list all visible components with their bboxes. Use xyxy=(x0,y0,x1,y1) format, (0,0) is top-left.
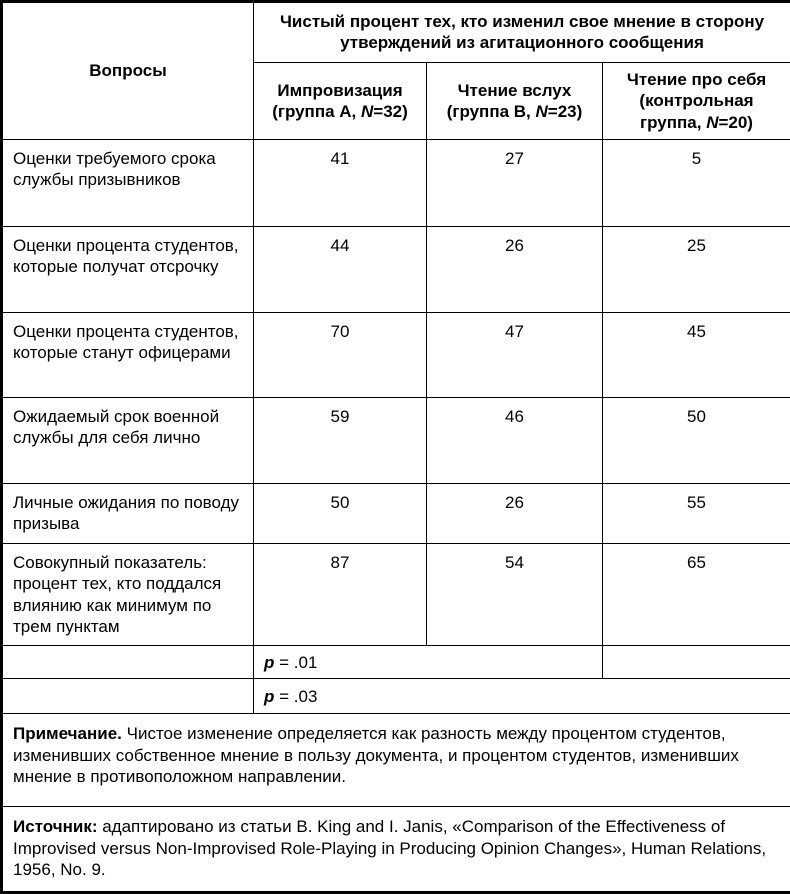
value-cell: 26 xyxy=(427,484,603,544)
value-cell: 50 xyxy=(254,484,427,544)
value-cell: 45 xyxy=(603,313,790,398)
n-symbol: N xyxy=(361,102,373,121)
n-value: =32) xyxy=(373,102,408,121)
value-cell: 5 xyxy=(603,140,790,227)
span-header-row xyxy=(2,2,790,63)
span-header: Чистый процент тех, кто изменил свое мнение в сторону утверждений из агитационного сообщения xyxy=(254,2,790,63)
table-row xyxy=(2,543,790,646)
p-symbol: p xyxy=(264,653,274,672)
question-cell: Личные ожидания по поводу призыва xyxy=(2,484,254,544)
value-cell: 54 xyxy=(427,543,603,646)
group-name: Чтение вслух xyxy=(458,81,572,100)
group-detail: (группа А, xyxy=(272,102,361,121)
note-source xyxy=(2,807,790,892)
value-cell: 41 xyxy=(254,140,427,227)
p-value-row xyxy=(2,679,790,714)
question-cell: Оценки требуемого срока службы призывников xyxy=(2,140,254,227)
value-cell: 26 xyxy=(427,227,603,313)
p-symbol: p xyxy=(264,687,274,706)
empty-cell xyxy=(2,646,254,679)
value-cell: 87 xyxy=(254,543,427,646)
group-name: Чтение про себя xyxy=(627,70,766,89)
note-label: Источник: xyxy=(13,817,98,836)
p-value-cell xyxy=(254,646,603,679)
value-cell: 70 xyxy=(254,313,427,398)
table-row xyxy=(2,484,790,544)
column-header-silent-reading xyxy=(603,62,790,139)
empty-cell xyxy=(603,646,790,679)
p-value-row xyxy=(2,646,790,679)
question-cell: Ожидаемый срок военной службы для себя лично xyxy=(2,398,254,484)
group-detail: (группа В, xyxy=(447,102,536,121)
note-row xyxy=(2,807,790,892)
table-row xyxy=(2,227,790,313)
note-primechanie xyxy=(2,714,790,807)
group-detail: (контрольная группа, xyxy=(639,91,753,131)
value-cell: 47 xyxy=(427,313,603,398)
value-cell: 65 xyxy=(603,543,790,646)
column-header-reading-aloud xyxy=(427,62,603,139)
table-row xyxy=(2,313,790,398)
group-name: Импровизация xyxy=(277,81,402,100)
question-cell: Совокупный показатель: процент тех, кто поддался влиянию как минимум по трем пунктам xyxy=(2,543,254,646)
table-row xyxy=(2,140,790,227)
value-cell: 44 xyxy=(254,227,427,313)
questions-column-header: Вопросы xyxy=(2,2,254,140)
value-cell: 27 xyxy=(427,140,603,227)
value-cell: 50 xyxy=(603,398,790,484)
question-cell: Оценки процента студентов, которые станут офицерами xyxy=(2,313,254,398)
note-label: Примечание. xyxy=(13,724,122,743)
value-cell: 59 xyxy=(254,398,427,484)
empty-cell xyxy=(2,679,254,714)
note-row xyxy=(2,714,790,807)
p-value: = .01 xyxy=(274,653,317,672)
note-text: Чистое изменение определяется как разность между процентом студентов, изменивших собственное мнение в пользу документа, и процентом студентов, изменивших мнение в противоположном направлении. xyxy=(13,724,739,786)
column-header-improvisation xyxy=(254,62,427,139)
n-symbol: N xyxy=(706,113,718,132)
n-value: =20) xyxy=(718,113,753,132)
note-text: адаптировано из статьи B. King and I. Janis, «Comparison of the Effectiveness of Improvised versus Non-Improvised Role-Playing in Producing Opinion Changes», Human Relations, 1956, No. 9. xyxy=(13,817,766,879)
p-value: = .03 xyxy=(274,687,317,706)
question-cell: Оценки процента студентов, которые получат отсрочку xyxy=(2,227,254,313)
value-cell: 55 xyxy=(603,484,790,544)
value-cell: 46 xyxy=(427,398,603,484)
p-value-cell xyxy=(254,679,790,714)
n-value: =23) xyxy=(548,102,583,121)
table-row xyxy=(2,398,790,484)
n-symbol: N xyxy=(536,102,548,121)
value-cell: 25 xyxy=(603,227,790,313)
